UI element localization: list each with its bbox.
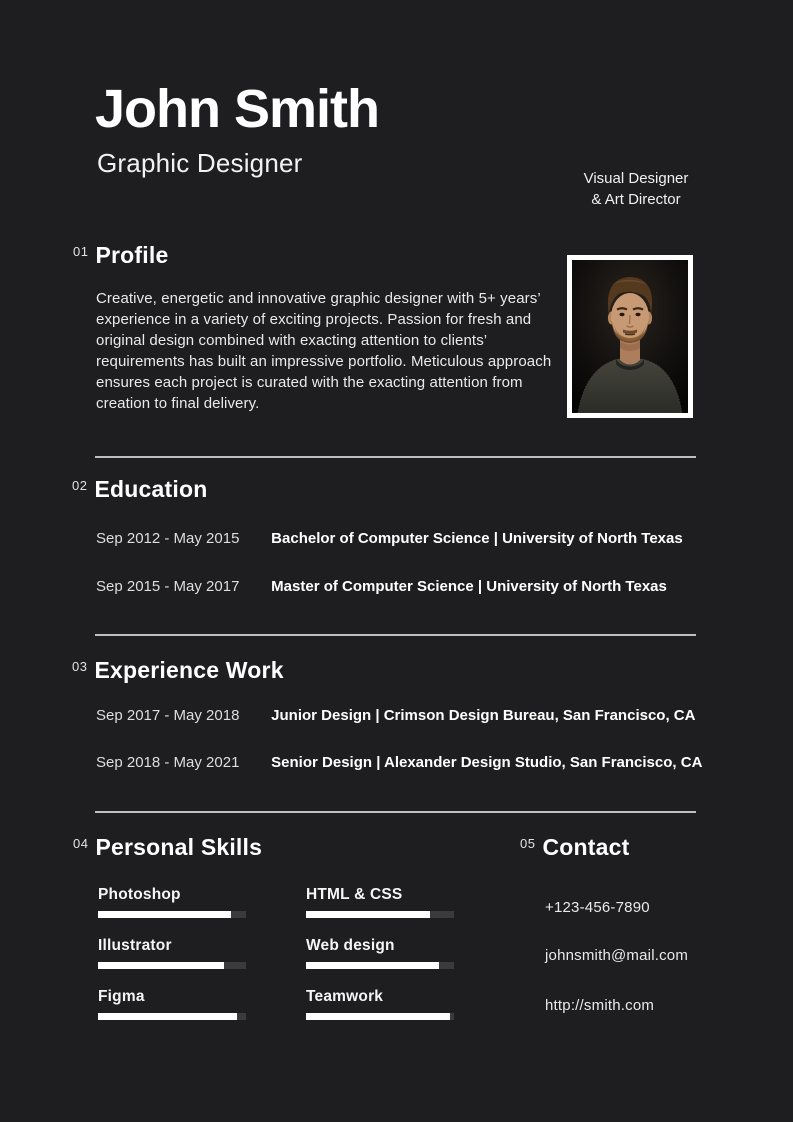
skill-bar-fill [98,1013,237,1020]
tagline-line1: Visual Designer [583,170,689,187]
skill-bar-track [98,911,246,918]
contact-phone: +123-456-7890 [545,899,650,916]
skill-label: Illustrator [98,937,172,954]
experience-row [96,754,702,772]
experience-description: Junior Design | Crimson Design Bureau, San Francisco, CA [271,707,696,724]
skill-bar-fill [98,911,231,918]
skills-section-title: Personal Skills [95,834,263,860]
skill-bar-fill [306,911,430,918]
contact-section-number: 05 [520,836,536,851]
experience-dates: Sep 2018 - May 2021 [96,754,240,771]
experience-dates: Sep 2017 - May 2018 [96,707,240,724]
skill-bar-fill [306,1013,450,1020]
skill-figma [98,988,246,1020]
contact-email: johnsmith@mail.com [545,947,689,964]
name-heading: John Smith [95,79,379,139]
education-section-title: Education [94,476,208,502]
profile-section-number: 01 [73,244,89,259]
skill-bar-track [98,1013,246,1020]
skill-bar-track [306,962,454,969]
profile-text: Creative, energetic and innovative graphic designer with 5+ years’ experience in a variety of exciting projects. Passion for fresh and original design combined with exacting attention to clients’ requirements has built an impressive portfolio. Meticulous approach ensures each project is curated with the exacting attention from creation to final delivery. [96,290,552,412]
skill-photoshop [98,886,246,918]
section-divider-1 [95,456,696,458]
education-row [96,530,683,548]
skill-teamwork [306,988,454,1020]
education-dates: Sep 2015 - May 2017 [96,578,240,595]
skill-bar-fill [306,962,439,969]
experience-section-number: 03 [72,659,88,674]
education-section-heading [72,477,207,502]
skill-label: Figma [98,988,145,1005]
experience-section-heading [72,658,284,683]
tagline-line2: & Art Director [591,191,681,208]
skill-bar-track [306,911,454,918]
skill-label: Teamwork [306,988,384,1005]
contact-section-title: Contact [542,834,630,860]
skill-web-design [306,937,454,969]
skill-label: Web design [306,937,395,954]
experience-row [96,707,695,725]
section-divider-3 [95,811,696,813]
skill-label: HTML & CSS [306,886,403,903]
tagline [575,168,697,210]
education-description: Bachelor of Computer Science | University of North Texas [271,530,683,547]
experience-description: Senior Design | Alexander Design Studio, San Francisco, CA [271,754,703,771]
job-title: Graphic Designer [97,148,303,178]
skill-bar-track [98,962,246,969]
profile-photo [567,255,693,418]
skills-section-heading [73,835,262,860]
profile-section-heading [73,243,168,268]
contact-section-heading [520,835,629,860]
skill-html-css [306,886,454,918]
skill-bar-track [306,1013,454,1020]
experience-section-title: Experience Work [94,657,284,683]
skill-illustrator [98,937,246,969]
education-section-number: 02 [72,478,88,493]
contact-website: http://smith.com [545,997,655,1014]
section-divider-2 [95,634,696,636]
skill-bar-fill [98,962,224,969]
education-description: Master of Computer Science | University of North Texas [271,578,667,595]
skill-label: Photoshop [98,886,181,903]
profile-section-title: Profile [95,242,169,268]
education-row [96,578,667,596]
portrait-illustration [572,260,688,413]
skills-section-number: 04 [73,836,89,851]
education-dates: Sep 2012 - May 2015 [96,530,240,547]
